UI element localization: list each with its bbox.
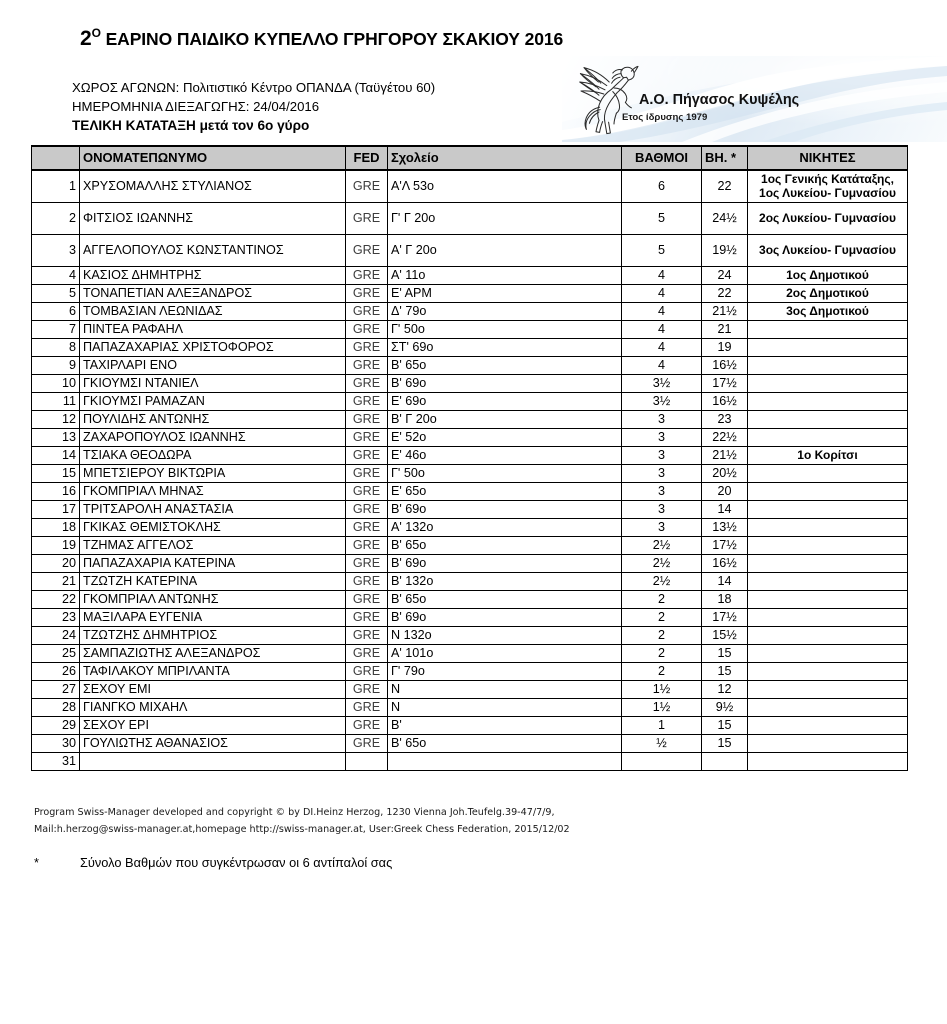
cell-fed: GRE [346,203,388,235]
cell-tiebreak: 22 [702,285,748,303]
cell-school: Ν [388,681,622,699]
cell-fed: GRE [346,663,388,681]
cell-rank: 8 [32,339,80,357]
cell-fed: GRE [346,537,388,555]
cell-tiebreak: 23 [702,411,748,429]
cell-winner [748,483,908,501]
standing-line: ΤΕΛΙΚΗ ΚΑΤΑΤΑΞΗ μετά τον 6ο γύρο [72,118,310,133]
cell-name: ΓΚΟΜΠΡΙΑΛ ΑΝΤΩΝΗΣ [80,591,346,609]
cell-tiebreak: 22 [702,170,748,203]
cell-points: 4 [622,357,702,375]
cell-fed: GRE [346,321,388,339]
cell-rank: 3 [32,235,80,267]
cell-rank: 7 [32,321,80,339]
table-row [32,681,908,699]
cell-name: ΓΚΟΜΠΡΙΑΛ ΜΗΝΑΣ [80,483,346,501]
pegasus-icon [572,58,644,136]
cell-points: 2 [622,645,702,663]
cell-winner [748,519,908,537]
cell-points: 2½ [622,555,702,573]
table-header [32,146,908,170]
cell-tiebreak: 18 [702,591,748,609]
cell-winner [748,681,908,699]
cell-tiebreak: 16½ [702,357,748,375]
cell-rank: 17 [32,501,80,519]
cell-points: 1 [622,717,702,735]
cell-points: 2 [622,609,702,627]
table-row [32,303,908,321]
cell-rank: 5 [32,285,80,303]
cell-tiebreak: 17½ [702,375,748,393]
cell-rank: 20 [32,555,80,573]
cell-rank: 12 [32,411,80,429]
cell-name: ΓΚΙΚΑΣ ΘΕΜΙΣΤΟΚΛΗΣ [80,519,346,537]
cell-school: Β' 65ο [388,357,622,375]
cell-school: Β' 69ο [388,609,622,627]
cell-name: ΤΖΗΜΑΣ ΑΓΓΕΛΟΣ [80,537,346,555]
program-credit-line-2: Mail:h.herzog@swiss-manager.at,homepage http://swiss-manager.at, User:Greek Chess Federation, 2015/12/02 [34,824,570,835]
cell-fed: GRE [346,411,388,429]
cell-name: ΤΟΝΑΠΕΤΙΑΝ ΑΛΕΞΑΝΔΡΟΣ [80,285,346,303]
cell-winner [748,753,908,771]
cell-school: Ε' 46ο [388,447,622,465]
cell-winner [748,357,908,375]
cell-winner [748,645,908,663]
cell-points: 4 [622,285,702,303]
cell-rank: 13 [32,429,80,447]
table-row [32,591,908,609]
cell-winner: 2ος Δημοτικού [748,285,908,303]
cell-winner [748,339,908,357]
column-header-winners: ΝΙΚΗΤΕΣ [748,146,908,170]
standings-table-container [31,145,907,771]
cell-school [388,753,622,771]
cell-points: 3 [622,519,702,537]
cell-school: Α' 101ο [388,645,622,663]
cell-points: 6 [622,170,702,203]
cell-school: Β' 69ο [388,501,622,519]
cell-tiebreak: 12 [702,681,748,699]
cell-fed: GRE [346,591,388,609]
cell-points: 3 [622,501,702,519]
cell-winner [748,663,908,681]
cell-name: ΓΚΙΟΥΜΣΙ ΡΑΜΑΖΑΝ [80,393,346,411]
cell-name: ΤΣΙΑΚΑ ΘΕΟΔΩΡΑ [80,447,346,465]
cell-rank: 4 [32,267,80,285]
cell-name [80,753,346,771]
cell-name: ΜΑΞΙΛΑΡΑ ΕΥΓΕΝΙΑ [80,609,346,627]
cell-winner [748,465,908,483]
table-row [32,537,908,555]
event-meta [72,78,435,135]
cell-fed: GRE [346,357,388,375]
cell-school: Α'Λ 53ο [388,170,622,203]
footnote [34,855,392,870]
column-header-name: ΟΝΟΜΑΤΕΠΩΝΥΜΟ [80,146,346,170]
cell-tiebreak: 14 [702,501,748,519]
cell-name: ΣΕΧΟΥ ΕΜΙ [80,681,346,699]
title-text: ΕΑΡΙΝΟ ΠΑΙΔΙΚΟ ΚΥΠΕΛΛΟ ΓΡΗΓΟΡΟΥ ΣΚΑΚΙΟΥ 2016 [100,29,564,49]
cell-points: 3½ [622,393,702,411]
cell-fed: GRE [346,699,388,717]
cell-points: 3 [622,429,702,447]
cell-school: Β' 65ο [388,735,622,753]
cell-name: ΤΑΧΙΡΛΑΡΙ ΕΝΟ [80,357,346,375]
table-row [32,609,908,627]
table-body [32,170,908,771]
cell-rank: 21 [32,573,80,591]
cell-rank: 16 [32,483,80,501]
cell-winner [748,717,908,735]
table-row [32,465,908,483]
cell-tiebreak: 16½ [702,393,748,411]
cell-fed: GRE [346,555,388,573]
cell-name: ΧΡΥΣΟΜΑΛΛΗΣ ΣΤΥΛΙΑΝΟΣ [80,170,346,203]
cell-winner [748,573,908,591]
cell-name: ΤΟΜΒΑΣΙΑΝ ΛΕΩΝΙΔΑΣ [80,303,346,321]
cell-points: 2½ [622,573,702,591]
table-row [32,447,908,465]
cell-rank: 30 [32,735,80,753]
cell-rank: 6 [32,303,80,321]
program-credit-line-1: Program Swiss-Manager developed and copyright © by DI.Heinz Herzog, 1230 Vienna Joh.Teufelg.39-47/7/9, [34,807,555,818]
cell-points: 3½ [622,375,702,393]
cell-name: ΓΟΥΛΙΩΤΗΣ ΑΘΑΝΑΣΙΟΣ [80,735,346,753]
cell-winner [748,735,908,753]
cell-name: ΖΑΧΑΡΟΠΟΥΛΟΣ ΙΩΑΝΝΗΣ [80,429,346,447]
title-ordinal: $2^O$ [80,26,101,50]
cell-winner: 1ος Γενικής Κατάταξης, 1ος Λυκείου- Γυμνασίου [748,170,908,203]
cell-rank: 10 [32,375,80,393]
date-line: ΗΜΕΡΟΜΗΝΙΑ ΔΙΕΞΑΓΩΓΗΣ: 24/04/2016 [72,99,320,114]
cell-fed: GRE [346,393,388,411]
table-row [32,573,908,591]
cell-points: 4 [622,267,702,285]
cell-points: 2 [622,627,702,645]
cell-fed: GRE [346,645,388,663]
cell-name: ΜΠΕΤΣΙΕΡΟΥ ΒΙΚΤΩΡΙΑ [80,465,346,483]
cell-school: Γ' 50ο [388,465,622,483]
table-row [32,203,908,235]
table-row [32,285,908,303]
cell-name: ΣΕΧΟΥ ΕΡΙ [80,717,346,735]
cell-fed: GRE [346,483,388,501]
cell-winner [748,699,908,717]
footnote-marker: * [34,855,39,870]
cell-points: 4 [622,303,702,321]
cell-fed: GRE [346,375,388,393]
cell-school: Δ' 79ο [388,303,622,321]
cell-school: Β' Γ 20ο [388,411,622,429]
column-header-points: ΒΑΘΜΟΙ [622,146,702,170]
cell-tiebreak: 21 [702,321,748,339]
cell-rank: 14 [32,447,80,465]
table-row [32,501,908,519]
cell-school: Α' 11ο [388,267,622,285]
cell-school: Α' Γ 20ο [388,235,622,267]
cell-fed: GRE [346,170,388,203]
cell-school: Ν [388,699,622,717]
cell-school: Γ' 50ο [388,321,622,339]
cell-winner [748,393,908,411]
cell-name: ΤΖΩΤΖΗΣ ΔΗΜΗΤΡΙΟΣ [80,627,346,645]
cell-points: 3 [622,411,702,429]
table-row [32,339,908,357]
cell-rank: 19 [32,537,80,555]
table-row [32,357,908,375]
table-row [32,393,908,411]
cell-fed: GRE [346,735,388,753]
cell-winner: 1ο Κορίτσι [748,447,908,465]
cell-winner [748,609,908,627]
cell-rank: 22 [32,591,80,609]
cell-rank: 24 [32,627,80,645]
cell-school: Γ' Γ 20ο [388,203,622,235]
program-credit [34,804,570,838]
cell-points: 3 [622,465,702,483]
table-row [32,699,908,717]
cell-tiebreak: 15 [702,645,748,663]
cell-rank: 9 [32,357,80,375]
table-row [32,321,908,339]
cell-school: Ε' 52ο [388,429,622,447]
cell-school: Β' [388,717,622,735]
cell-points: 3 [622,483,702,501]
cell-fed: GRE [346,339,388,357]
table-row [32,717,908,735]
cell-points: 4 [622,321,702,339]
cell-school: ΣΤ' 69ο [388,339,622,357]
cell-name: ΤΑΦΙΛΑΚΟΥ ΜΠΡΙΛΑΝΤΑ [80,663,346,681]
cell-tiebreak: 13½ [702,519,748,537]
cell-name: ΚΑΣΙΟΣ ΔΗΜΗΤΡΗΣ [80,267,346,285]
header-row [32,146,908,170]
cell-rank: 31 [32,753,80,771]
cell-school: Ε' 69ο [388,393,622,411]
cell-school: Β' 69ο [388,375,622,393]
cell-school: Γ' 79ο [388,663,622,681]
cell-winner [748,375,908,393]
club-name: Α.Ο. Πήγασος Κυψέλης [639,92,800,108]
cell-fed [346,753,388,771]
cell-winner [748,591,908,609]
cell-name: ΠΑΠΑΖΑΧΑΡΙΑ ΚΑΤΕΡΙΝΑ [80,555,346,573]
cell-winner [748,537,908,555]
cell-rank: 11 [32,393,80,411]
table-row [32,375,908,393]
club-logo-banner [562,56,947,142]
page-title [80,26,563,51]
cell-name: ΓΙΑΝΓΚΟ ΜΙΧΑΗΛ [80,699,346,717]
cell-fed: GRE [346,429,388,447]
table-row [32,411,908,429]
table-row [32,735,908,753]
cell-points: 5 [622,235,702,267]
cell-fed: GRE [346,303,388,321]
cell-name: ΠΑΠΑΖΑΧΑΡΙΑΣ ΧΡΙΣΤΟΦΟΡΟΣ [80,339,346,357]
cell-tiebreak: 19 [702,339,748,357]
cell-fed: GRE [346,285,388,303]
cell-fed: GRE [346,681,388,699]
table-row [32,483,908,501]
cell-name: ΠΟΥΛΙΔΗΣ ΑΝΤΩΝΗΣ [80,411,346,429]
cell-rank: 27 [32,681,80,699]
cell-name: ΤΖΩΤΖΗ ΚΑΤΕΡΙΝΑ [80,573,346,591]
cell-points: 2½ [622,537,702,555]
cell-rank: 18 [32,519,80,537]
table-row [32,519,908,537]
cell-name: ΤΡΙΤΣΑΡΟΛΗ ΑΝΑΣΤΑΣΙΑ [80,501,346,519]
cell-tiebreak: 15½ [702,627,748,645]
cell-fed: GRE [346,609,388,627]
column-header-rank [32,146,80,170]
cell-school: Β' 65ο [388,591,622,609]
cell-points: 1½ [622,681,702,699]
cell-points: 1½ [622,699,702,717]
cell-tiebreak: 17½ [702,537,748,555]
cell-winner [748,411,908,429]
cell-rank: 23 [32,609,80,627]
cell-name: ΦΙΤΣΙΟΣ ΙΩΑΝΝΗΣ [80,203,346,235]
cell-winner [748,501,908,519]
cell-fed: GRE [346,465,388,483]
cell-tiebreak: 21½ [702,447,748,465]
cell-tiebreak: 15 [702,663,748,681]
cell-name: ΣΑΜΠΑΖΙΩΤΗΣ ΑΛΕΞΑΝΔΡΟΣ [80,645,346,663]
cell-school: Ε' 65ο [388,483,622,501]
cell-points [622,753,702,771]
standings-table [31,145,908,771]
cell-tiebreak: 20½ [702,465,748,483]
table-row [32,663,908,681]
table-row [32,627,908,645]
table-row [32,170,908,203]
table-row [32,753,908,771]
footnote-text: Σύνολο Βαθμών που συγκέντρωσαν οι 6 αντίπαλοί σας [80,855,393,870]
cell-name: ΓΚΙΟΥΜΣΙ ΝΤΑΝΙΕΛ [80,375,346,393]
cell-name: ΠΙΝΤΕΑ ΡΑΦΑΗΛ [80,321,346,339]
cell-winner: 3ος Λυκείου- Γυμνασίου [748,235,908,267]
cell-points: ½ [622,735,702,753]
cell-school: Ν 132ο [388,627,622,645]
cell-name: ΑΓΓΕΛΟΠΟΥΛΟΣ ΚΩΝΣΤΑΝΤΙΝΟΣ [80,235,346,267]
club-founded-year: Ετος ίδρυσης 1979 [622,112,708,123]
table-row [32,267,908,285]
column-header-fed: FED [346,146,388,170]
cell-winner [748,627,908,645]
cell-points: 2 [622,591,702,609]
table-row [32,645,908,663]
cell-tiebreak: 15 [702,735,748,753]
cell-tiebreak: 16½ [702,555,748,573]
table-row [32,235,908,267]
cell-fed: GRE [346,235,388,267]
cell-fed: GRE [346,627,388,645]
column-header-school: Σχολείο [388,146,622,170]
cell-rank: 1 [32,170,80,203]
cell-points: 4 [622,339,702,357]
column-header-tiebreak: ΒΗ. * [702,146,748,170]
cell-school: Ε' ΑΡΜ [388,285,622,303]
cell-fed: GRE [346,267,388,285]
cell-rank: 2 [32,203,80,235]
venue-line: ΧΩΡΟΣ ΑΓΩΝΩΝ: Πολιτιστικό Κέντρο ΟΠΑΝΔΑ (Ταϋγέτου 60) [72,80,436,95]
cell-winner [748,555,908,573]
cell-winner: 1ος Δημοτικού [748,267,908,285]
cell-rank: 29 [32,717,80,735]
cell-tiebreak: 24 [702,267,748,285]
cell-fed: GRE [346,501,388,519]
cell-winner: 2ος Λυκείου- Γυμνασίου [748,203,908,235]
cell-tiebreak: 19½ [702,235,748,267]
cell-tiebreak: 17½ [702,609,748,627]
cell-tiebreak: 22½ [702,429,748,447]
cell-school: Α' 132ο [388,519,622,537]
cell-fed: GRE [346,519,388,537]
cell-tiebreak: 24½ [702,203,748,235]
cell-points: 2 [622,663,702,681]
table-row [32,555,908,573]
cell-rank: 15 [32,465,80,483]
cell-fed: GRE [346,573,388,591]
cell-winner [748,321,908,339]
cell-rank: 25 [32,645,80,663]
cell-points: 5 [622,203,702,235]
cell-tiebreak: 20 [702,483,748,501]
cell-rank: 26 [32,663,80,681]
cell-school: Β' 132ο [388,573,622,591]
cell-tiebreak: 9½ [702,699,748,717]
cell-winner: 3ος Δημοτικού [748,303,908,321]
cell-tiebreak: 15 [702,717,748,735]
cell-tiebreak [702,753,748,771]
cell-school: Β' 69ο [388,555,622,573]
cell-winner [748,429,908,447]
cell-fed: GRE [346,717,388,735]
cell-points: 3 [622,447,702,465]
table-row [32,429,908,447]
cell-rank: 28 [32,699,80,717]
cell-fed: GRE [346,447,388,465]
cell-tiebreak: 21½ [702,303,748,321]
cell-school: Β' 65ο [388,537,622,555]
cell-tiebreak: 14 [702,573,748,591]
